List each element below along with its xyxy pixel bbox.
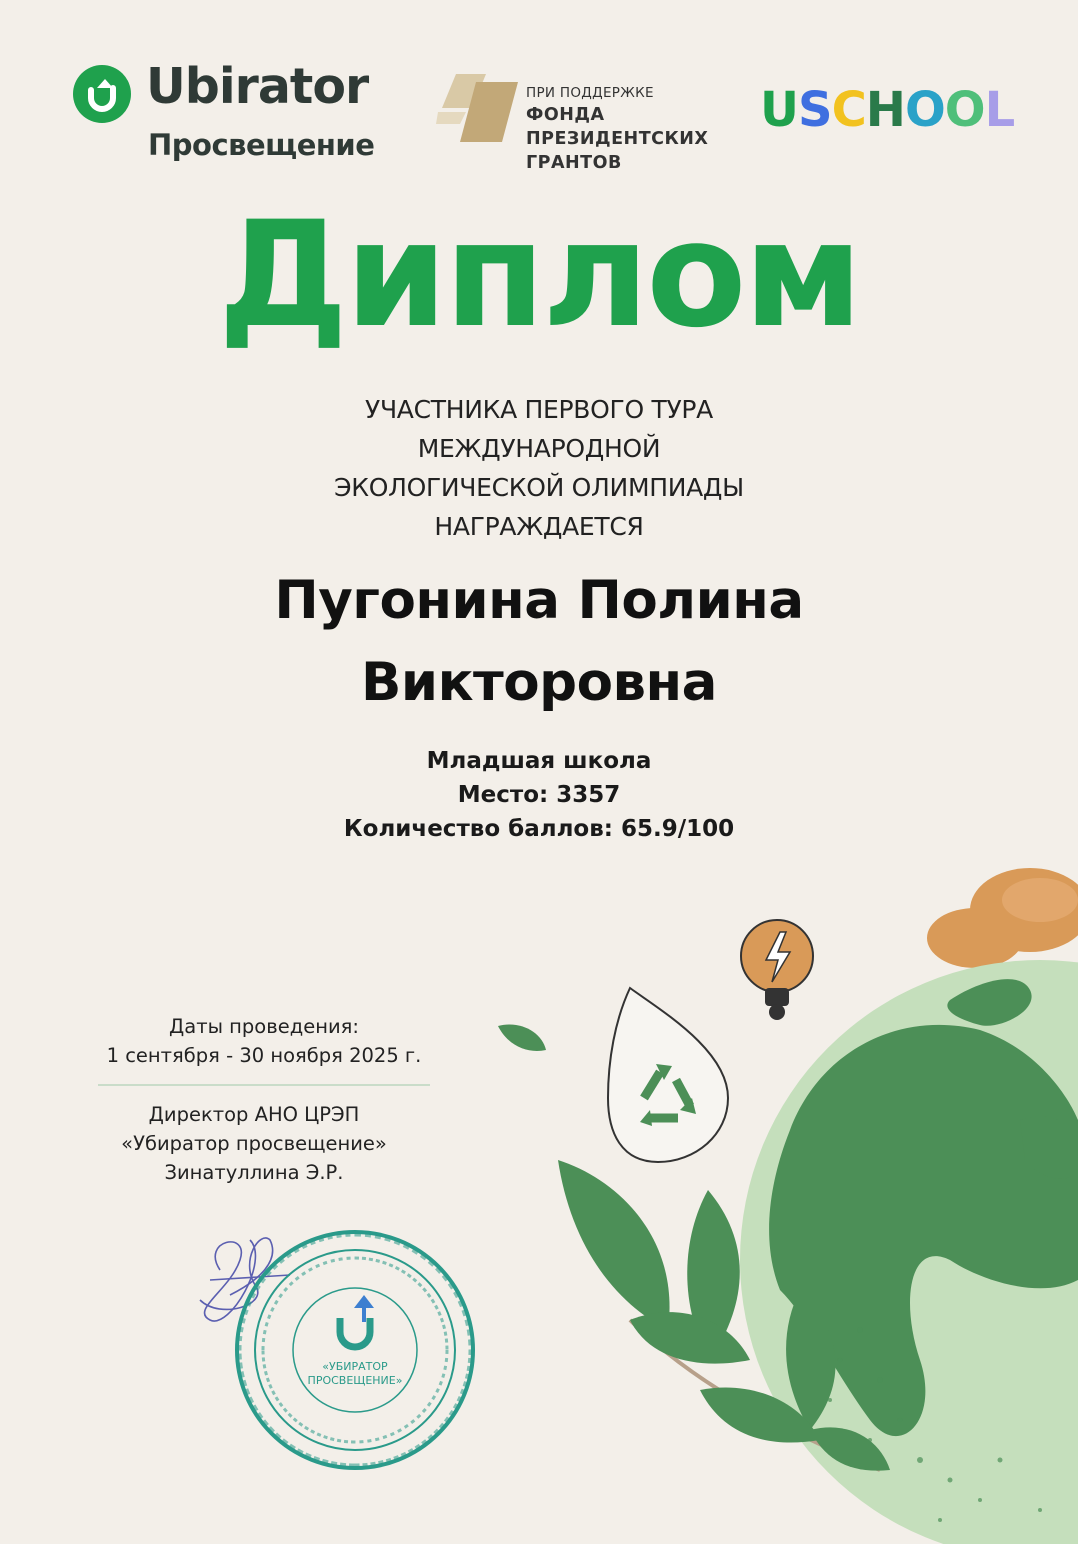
ubirator-mark-icon [72,64,132,124]
stamp-text-2: ПРОСВЕЩЕНИЕ» [307,1374,403,1387]
fund-line-2: ПРЕЗИДЕНТСКИХ [526,129,709,149]
score: Количество баллов: 65.9/100 [343,816,735,842]
fund-logo [436,72,736,182]
diploma-title: Диплом [218,190,860,360]
event-dates [98,1012,430,1070]
subtitle-line: МЕЖДУНАРОДНОЙ [417,434,661,463]
uschool-letter: O [944,82,985,138]
subtitle-line: УЧАСТНИКА ПЕРВОГО ТУРА [365,395,713,424]
recycle-icon [608,988,728,1162]
uschool-logo [760,82,1014,138]
stamp-seal-icon [237,1232,473,1468]
director-name: Зинатуллина Э.Р. [164,1161,344,1184]
dates-value: 1 сентября - 30 ноября 2025 г. [106,1044,422,1067]
lightbulb-icon [741,920,813,1020]
fund-top-line: ПРИ ПОДДЕРЖКЕ [526,85,654,101]
uschool-letter: U [760,82,798,138]
leaf-icon [498,1024,546,1051]
director-org: «Убиратор просвещение» [121,1132,387,1155]
director-signature-block [98,1100,410,1187]
uschool-letter: L [984,82,1015,138]
diploma-subtitle [0,390,1078,546]
result-details [0,744,1078,846]
divider [98,1084,430,1086]
globe-icon [740,960,1078,1544]
ubirator-subtitle: Просвещение [148,128,375,162]
dates-label: Даты проведения: [169,1015,359,1038]
uschool-letter: H [865,82,905,138]
ubirator-name: Ubirator [146,58,369,115]
fund-mark-icon [436,72,520,148]
fund-line-1: ФОНДА [526,105,605,125]
recipient-line-2: Викторовна [361,652,717,713]
subtitle-line: НАГРАЖДАЕТСЯ [434,512,644,541]
ubirator-logo [72,58,392,172]
fund-line-3: ГРАНТОВ [526,153,622,173]
eco-illustration [480,860,1078,1544]
subtitle-line: ЭКОЛОГИЧЕСКОЙ ОЛИМПИАДЫ [334,473,744,502]
official-stamp [180,1200,480,1490]
director-title: Директор АНО ЦРЭП [148,1103,360,1126]
uschool-letter: C [831,82,866,138]
recipient-name [0,560,1078,724]
category: Младшая школа [426,748,652,774]
place: Место: 3357 [457,782,621,808]
stamp-text-1: «УБИРАТОР [322,1360,388,1373]
recipient-line-1: Пугонина Полина [274,570,804,631]
cloud-icon [927,868,1078,968]
uschool-letter: S [797,82,832,138]
uschool-letter: O [904,82,945,138]
